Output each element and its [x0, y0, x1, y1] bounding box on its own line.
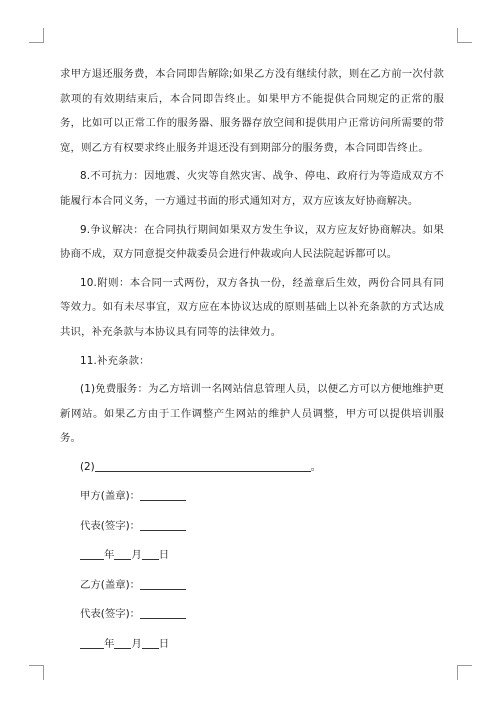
crop-mark-bottom-right [457, 665, 472, 680]
party-a-rep-line [80, 514, 444, 538]
year-label: 年 [104, 637, 115, 650]
party-a-seal-blank[interactable] [140, 489, 186, 501]
party-a-month-blank[interactable] [114, 548, 131, 560]
month-label: 月 [131, 637, 142, 650]
clause-free-service: (1)免费服务：为乙方培训一名网站信息管理人员，以便乙方可以方便地维护更新网站。如果乙方由于工作调整产生网站的维护人员调整，甲方可以提供培训服务。 [60, 383, 444, 445]
day-label: 日 [158, 637, 170, 650]
party-b-seal-label: 乙方(盖章)： [80, 578, 141, 591]
party-b-month-blank[interactable] [114, 637, 131, 649]
party-a-seal-line [80, 484, 444, 508]
clause-2-line [80, 455, 444, 479]
party-b-seal-blank[interactable] [140, 578, 186, 590]
party-a-year-blank[interactable] [80, 548, 104, 560]
party-a-rep-label: 代表(签字)： [80, 519, 141, 532]
paragraph-continuation: 求甲方退还服务费，本合同即告解除;如果乙方没有继续付款，则在乙方前一次付款款项的有效期结束后，本合同即告终止。如果甲方不能提供合同规定的正常的服务，比如可以正常工作的服务器、服务器存放空间和提供用户正常访问所需要的带宽，则乙方有权要求终止服务并退还没有到期部分的服务费，本合同即告终止。 [60, 68, 444, 154]
clause-2-blank[interactable] [95, 460, 311, 472]
clause-2-prefix: (2) [80, 460, 95, 473]
party-b-rep-label: 代表(签字)： [80, 608, 141, 621]
clause-supplementary-terms: 11.补充条款： [80, 354, 150, 367]
clause-2-suffix: 。 [310, 460, 322, 473]
crop-mark-bottom-left [29, 665, 44, 680]
party-b-rep-line [80, 602, 444, 626]
party-b-date-line [80, 632, 444, 656]
clause-dispute-resolution: 9.争议解决：在合同执行期间如果双方发生争议，双方应友好协商解决。如果协商不成，双方同意提交仲裁委员会进行仲裁或向人民法院起诉都可以。 [60, 223, 444, 261]
party-a-date-line [80, 543, 444, 567]
clause-supplementary-rules: 10.附则：本合同一式两份，双方各执一份，经盖章后生效，两份合同具有同等效力。如有未尽事宜，双方应在本协议达成的原则基础上以补充条款的方式达成共识，补充条款与本协议具有同等的法律效力。 [60, 276, 444, 338]
clause-force-majeure: 8.不可抗力：因地震、火灾等自然灾害、战争、停电、政府行为等造成双方不能履行本合同义务，一方通过书面的形式通知对方，双方应该友好协商解决。 [60, 170, 444, 207]
party-a-day-blank[interactable] [142, 548, 159, 560]
year-label: 年 [104, 549, 115, 562]
crop-mark-top-left [29, 28, 44, 43]
party-a-seal-label: 甲方(盖章)： [80, 490, 141, 503]
party-b-year-blank[interactable] [80, 637, 104, 649]
day-label: 日 [158, 549, 170, 562]
month-label: 月 [131, 549, 142, 562]
crop-mark-top-right [457, 28, 472, 43]
party-a-rep-blank[interactable] [140, 519, 186, 531]
party-b-seal-line [80, 573, 444, 597]
party-b-rep-blank[interactable] [140, 607, 186, 619]
document-body [60, 62, 444, 661]
party-b-day-blank[interactable] [142, 637, 159, 649]
